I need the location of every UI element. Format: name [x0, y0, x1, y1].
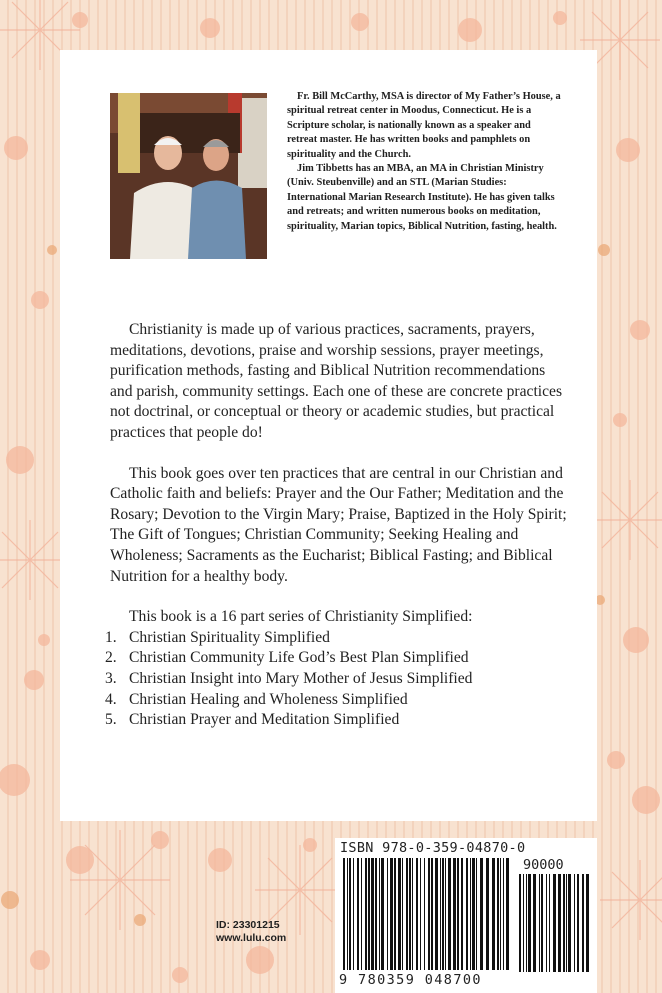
barcode-bar — [406, 858, 408, 970]
barcode-bar — [566, 874, 567, 972]
series-item-number: 3. — [105, 669, 117, 687]
barcode-bar — [343, 858, 345, 970]
barcode-bar — [402, 858, 403, 970]
barcode-bar — [442, 858, 444, 970]
series-list-item — [105, 690, 570, 711]
isbn-barcode — [335, 838, 597, 993]
barcode-bar — [568, 874, 571, 972]
barcode-bar — [519, 874, 521, 972]
barcode-bar — [470, 858, 471, 970]
barcode-bar — [398, 858, 401, 970]
barcode-bar — [412, 858, 413, 970]
barcode-bar — [361, 858, 362, 970]
barcode-bar — [353, 858, 354, 970]
series-list-item — [105, 669, 570, 690]
barcode-bar — [445, 858, 446, 970]
publisher-url: www.lulu.com — [216, 932, 287, 944]
barcode-bar — [574, 874, 575, 972]
barcode-bar — [476, 858, 477, 970]
series-item-number: 4. — [105, 690, 117, 708]
barcode-bar — [365, 858, 367, 970]
author-bio-paragraph: Fr. Bill McCarthy, MSA is director of My Father’s House, a spiritual retreat center in Moodus, Connecticut. He is a Scripture scholar, is nationally known as a speaker and retreat master. He has written books and pamphlets on spirituality and the Church. — [287, 91, 561, 160]
barcode-bar — [506, 858, 509, 970]
author-bio-paragraph: Jim Tibbetts has an MBA, an MA in Christian Ministry (Univ. Steubenville) and an STL (Marian Studies: International Marian Research Institute). He has given talks and retreats; and written numerous books on meditation, spirituality, Marian topics, Biblical Nutrition, fasting, health. — [287, 163, 557, 232]
barcode-bar — [541, 874, 543, 972]
barcode-bar — [461, 858, 463, 970]
barcode-bar — [440, 858, 441, 970]
barcode-bar — [431, 858, 433, 970]
barcode-bar — [448, 858, 451, 970]
barcode-bar — [375, 858, 377, 970]
series-item-title: Christian Community Life God’s Best Plan Simplified — [129, 649, 469, 667]
price-code: 90000 — [523, 857, 564, 873]
description-paragraph: This book goes over ten practices that are central in our Christian and Catholic faith and beliefs: Prayer and the Our Father; Meditation and the Rosary; Devotion to the Virgin Mary; Praise, Baptized in the Holy Spirit; The Gift of Tongues; Christian Community; Seeking Healing and Wholeness; Sacraments as the Eucharist; Biblical Fasting; and Biblical Nutrition for a healthy body. — [110, 464, 567, 585]
series-list — [105, 628, 570, 731]
barcode-bar — [435, 858, 438, 970]
series-list-item — [105, 628, 570, 649]
barcode-bar — [577, 874, 579, 972]
barcode-bar — [466, 858, 468, 970]
barcode-bar — [586, 874, 589, 972]
series-intro: This book is a 16 part series of Christianity Simplified: — [129, 608, 473, 626]
barcode-bar — [453, 858, 456, 970]
barcode-bar — [472, 858, 475, 970]
barcode-bar — [546, 874, 547, 972]
barcode-bar — [492, 858, 495, 970]
barcode-bar — [526, 874, 527, 972]
publisher-id: ID: 23301215 — [216, 919, 280, 931]
barcode-bar — [582, 874, 584, 972]
series-list-item — [105, 710, 570, 731]
barcode-bar — [500, 858, 501, 970]
author-bio — [287, 90, 562, 234]
series-list-item — [105, 648, 570, 669]
addon-barcode-bars — [519, 874, 589, 974]
barcode-bar — [424, 858, 425, 970]
barcode-bar — [523, 874, 524, 972]
barcode-bar — [368, 858, 370, 970]
barcode-bar — [528, 874, 531, 972]
barcode-bar — [563, 874, 565, 972]
barcode-bar — [533, 874, 536, 972]
description-paragraph: Christianity is made up of various practices, sacraments, prayers, meditations, devotions, praise and worship sessions, prayer meetings, purification methods, fasting and Biblical Nutrition recommendations and parish, community settings. Each one of these are concrete practices not doctrinal, or conceptual or theory or academic studies, but practical practices that people do! — [110, 321, 563, 441]
isbn-label: ISBN 978-0-359-04870-0 — [340, 840, 526, 856]
barcode-bar — [371, 858, 374, 970]
series-item-title: Christian Insight into Mary Mother of Jesus Simplified — [129, 669, 473, 687]
barcode-bar — [387, 858, 388, 970]
barcode-bar — [349, 858, 351, 970]
barcode-bar — [480, 858, 483, 970]
series-item-title: Christian Spirituality Simplified — [129, 628, 330, 646]
author-photo-image — [110, 93, 267, 259]
barcode-bar — [486, 858, 489, 970]
series-item-number: 5. — [105, 711, 117, 729]
barcode-bar — [381, 858, 384, 970]
author-photo — [110, 93, 267, 259]
barcode-bar — [357, 858, 359, 970]
barcode-bar — [549, 874, 550, 972]
barcode-bar — [539, 874, 540, 972]
series-item-number: 1. — [105, 628, 117, 646]
ean-barcode-bars — [343, 858, 511, 974]
barcode-bar — [390, 858, 393, 970]
barcode-bar — [409, 858, 411, 970]
barcode-bar — [416, 858, 418, 970]
barcode-bar — [457, 858, 459, 970]
barcode-bar — [394, 858, 396, 970]
series-item-number: 2. — [105, 649, 117, 667]
series-item-title: Christian Healing and Wholeness Simplified — [129, 690, 408, 708]
barcode-bar — [379, 858, 380, 970]
barcode-bar — [347, 858, 348, 970]
barcode-bar — [420, 858, 421, 970]
barcode-bar — [553, 874, 556, 972]
barcode-digits: 9 780359 048700 — [339, 972, 482, 988]
publisher-info — [216, 919, 286, 945]
series-item-title: Christian Prayer and Meditation Simplified — [129, 711, 400, 729]
barcode-bar — [558, 874, 561, 972]
barcode-bar — [428, 858, 430, 970]
barcode-bar — [503, 858, 504, 970]
book-description — [105, 320, 570, 731]
barcode-bar — [497, 858, 499, 970]
